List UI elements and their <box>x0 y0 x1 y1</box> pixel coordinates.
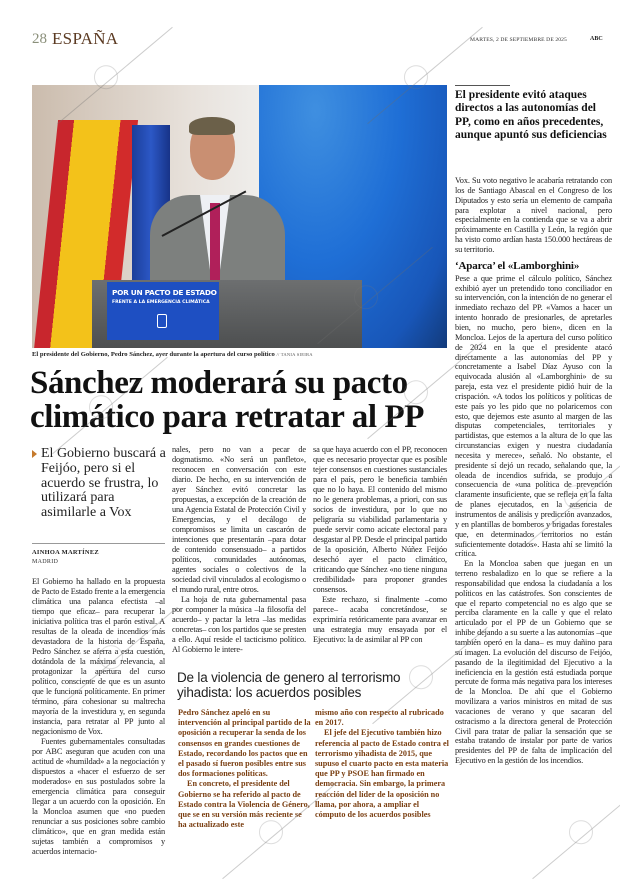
lead-photo <box>32 85 447 348</box>
paragraph: El Gobierno ha hallado en la propuesta de Pacto de Estado frente a la emergencia climática una palanca efectista –al tiempo que eficaz– para recuperar la iniciativa política tras el parón estival. A resultas de la oleada de incendios más devastadora de la historia de España, Pedro Sánchez se aferra a esta cuestión, dotándola de la máxima relevancia, al protagonizar la apertura del curso político, consciente de que es un asunto que le funciona políticamente. En primer término, para cohesionar su maltrecha mayoría de la investidura y, en segunda instancia, para retratar al PP junto al negacionismo de Vox. <box>32 577 165 736</box>
paragraph: nales, pero no van a pecar de dogmatismo. «No será un panfleto», reconocen en conversación con este diario. De hecho, en su intervención de ayer Sánchez evitó concretar las propuestas, a excepción de la creación de una Agencia Estatal de Protección Civil y Emergencias, y el decálogo de compromisos se limita un cascarón de intenciones que presentarán –para dotar de contenido consensuado– a partidos políticos, comunidades autónomas, agentes sociales o colectivos de la sociedad civil vinculados al ecologismo o el mundo rural, entre otros. <box>172 445 306 594</box>
body-column-2 <box>172 445 306 655</box>
lede-text: El Gobierno buscará a Feijóo, pero si el acuerdo se frustra, lo utilizará para asimilarle a Vox <box>41 446 166 521</box>
sidebar-box <box>168 670 450 835</box>
headline: Sánchez moderará su pacto climático para retratar al PP <box>30 365 425 435</box>
pull-quote-rule <box>455 85 510 86</box>
brand-logo: ABC <box>590 36 603 42</box>
body-column-3 <box>313 445 447 645</box>
photo-tie <box>210 203 220 283</box>
sign-line-1: POR UN PACTO DE ESTADO <box>112 288 217 297</box>
paragraph: La hoja de ruta gubernamental pasa por componer la música –la filosofía del acuerdo– y pactar la letra –las medidas concretas– con los partidos que se presten a ello. Aquí reside el tacticismo político. Al Gobierno le intere- <box>172 595 306 654</box>
podium-sign <box>107 282 219 340</box>
paragraph: El jefe del Ejecutivo también hizo referencia al pacto de Estado contra el terrorismo yihadista de 2015, que supuso el cuarto pacto en esta materia que PP y PSOE han firmado en democracia. Sin embargo, la primera reacción del líder de la oposición no llama, por ahora, a ampliar el cómputo de los acuerdos posibles <box>315 728 449 820</box>
photo-credit: // TANIA SIEIRA <box>276 352 313 357</box>
subheading: ‘Aparca’ el «Lamborghini» <box>455 259 580 272</box>
sign-line-2: FRENTE A LA EMERGENCIA CLIMÁTICA <box>112 300 210 305</box>
body-column-right <box>455 176 612 766</box>
sidebar-title: De la violencia de genero al terrorismo yihadista: los acuerdos posibles <box>177 670 401 700</box>
paragraph: mismo año con respecto al rubricado en 2017. <box>315 708 444 728</box>
body-column-1 <box>32 577 165 857</box>
paragraph: Pese a que prime el cálculo político, Sánchez exhibió ayer un pretendido tono conciliador en su intervención, con la intención de no generar el inmediato rechazo del PP. «Vamos a hacer un intento honrado de presionarles, de apretarles bien, no mucho, pero bien», dicen en la Moncloa. Lejos de la apertura del curso político de 2024 en la que el presidente atacó directamente a las autonomías del PP y concretamente a Isabel Díaz Ayuso con la equivocada alusión al «Lamborghini» de su pareja, esta vez el presidente pidió huir de la crispación. «A todos los políticos y políticas de este país yo les pido que no polaricemos con esto, que dejemos este asunto al margen de las disputas competenciales, territoriales y partidistas, que estemos a la altura de lo que las circunstancias exigen y nuestra ciudadanía necesita y merece», señaló. No obstante, el presidente sí dejó un recado, señalando que, la oleada de incendios sufrida, se produjo a consecuencia de «una política de prevención claramente insuficiente, que se refleja en la falta de planes ejecutados, en la ausencia de instrumentos de análisis y predicción avanzados, y en plantillas de bomberos y brigadas forestales que, en determinados territorios no están suficientemente dotados». Hasta ahí se limitó la crítica. <box>455 273 612 559</box>
arrow-bullet-icon <box>32 450 37 458</box>
paragraph: sa que haya acuerdo con el PP, reconocen que es necesario proyectar que es posible tejer consensos en cuestiones sustanciales para el país, pero le beneficia también que no lo haya. El contenido del mismo no le genera problemas, a priori, con sus socios de investidura, por lo que no peligraría su viabilidad parlamentaria y puede servir como acicate electoral para desgastar al PP. Desde el principal partido de la oposición, Alberto Núñez Feijóo desechó ayer el pacto climático, criticando que Sánchez «no tiene ninguna credibilidad» para proponer grandes consensos. <box>313 445 447 594</box>
paragraph: Pedro Sánchez apeló en su intervención al principal partido de la oposición a recuperar la senda de los consensos en grandes cuestiones de Estado, recordando los pactos que en el pasado sí fueron posibles entre sus dos formaciones políticas. <box>178 708 311 779</box>
abc-watermark <box>532 782 620 879</box>
paragraph: En concreto, el presidente del Gobierno se ha referido al pacto de Estado contra la Violencia de Género, que se en su versión más reciente se ha actualizado este <box>178 779 310 830</box>
sidebar-column-1 <box>178 708 312 830</box>
government-seal-icon <box>157 314 167 328</box>
sidebar-column-2 <box>315 708 449 820</box>
photo-caption <box>32 351 452 358</box>
photo-hair <box>189 117 235 135</box>
section-title: ESPAÑA <box>52 29 119 48</box>
paragraph: Vox. Su voto negativo le acabaría retratando con los de Santiago Abascal en el Congreso de los Diputados y esto sería un elemento de campaña para explotar a nivel nacional, pero especialmente en la contienda que se va a abrir próximamente en Castilla y León, la región que ha visto como ardían hasta 150.000 hectáreas de su territorio. <box>455 176 612 254</box>
caption-text: El presidente del Gobierno, Pedro Sánchez, ayer durante la apertura del curso político <box>32 351 275 358</box>
author: AINHOA MARTÍNEZ <box>32 549 99 556</box>
paragraph: En la Moncloa saben que juegan en un terreno resbaladizo en lo que se refiere a la responsabilidad que endosa la ciudadanía a los políticos en las catástrofes. Son conscientes de que el reparto competencial no es algo que se perciba claramente en la calle y que el relato articulado por el PP de un Gobierno que se inhibe dejando a su suerte a las autonomías –que también operó en la dana– es muy dañino para su imagen. La evolución del discurso de Feijóo, pasando de la ilegitimidad del Ejecutivo a la ineficiencia en la gestión está estudiada porque percute de forma más negativa para los intereses de la Moncloa. De ahí que el Gobierno movilizara a varios ministros en mitad de sus vacaciones de verano y que sacaran del ostracismo a la directora general de Protección Civil para tratar de paliar la sensación que se estaba tratando de instalar por parte de varios presidentes del PP de falta de implicación del Ejecutivo en la gestión de los incendios. <box>455 559 612 766</box>
dateline-location: MADRID <box>32 559 59 565</box>
divider <box>32 543 165 544</box>
page-number: 28 <box>32 31 47 47</box>
lede <box>32 447 169 521</box>
issue-date: MARTES, 2 DE SEPTIEMBRE DE 2025 <box>470 37 567 43</box>
pull-quote: El presidente evitó ataques directos a las autonomías del PP, como en años precedentes, aunque apuntó sus deficiencias <box>455 89 607 142</box>
paragraph: Fuentes gubernamentales consultadas por ABC aseguran que acuden con una actitud de «humildad» a la negociación y dispuestos a «hacer el esfuerzo de ser moderados» en sus postulados sobre la emergencia climática para conseguir llegar a un acuerdo con la oposición. En la Moncloa asumen que «no pueden renunciar a sus posiciones sobre cambio climático», que en gran medida están sujetas también a compromisos y acuerdos internacio- <box>32 737 165 856</box>
paragraph: Este rechazo, si finalmente –como parece– acaba concretándose, se exprimiría retóricamente para avanzar en una estrategia muy ensayada por el Ejecutivo: la de asimilar al PP con <box>313 595 447 644</box>
